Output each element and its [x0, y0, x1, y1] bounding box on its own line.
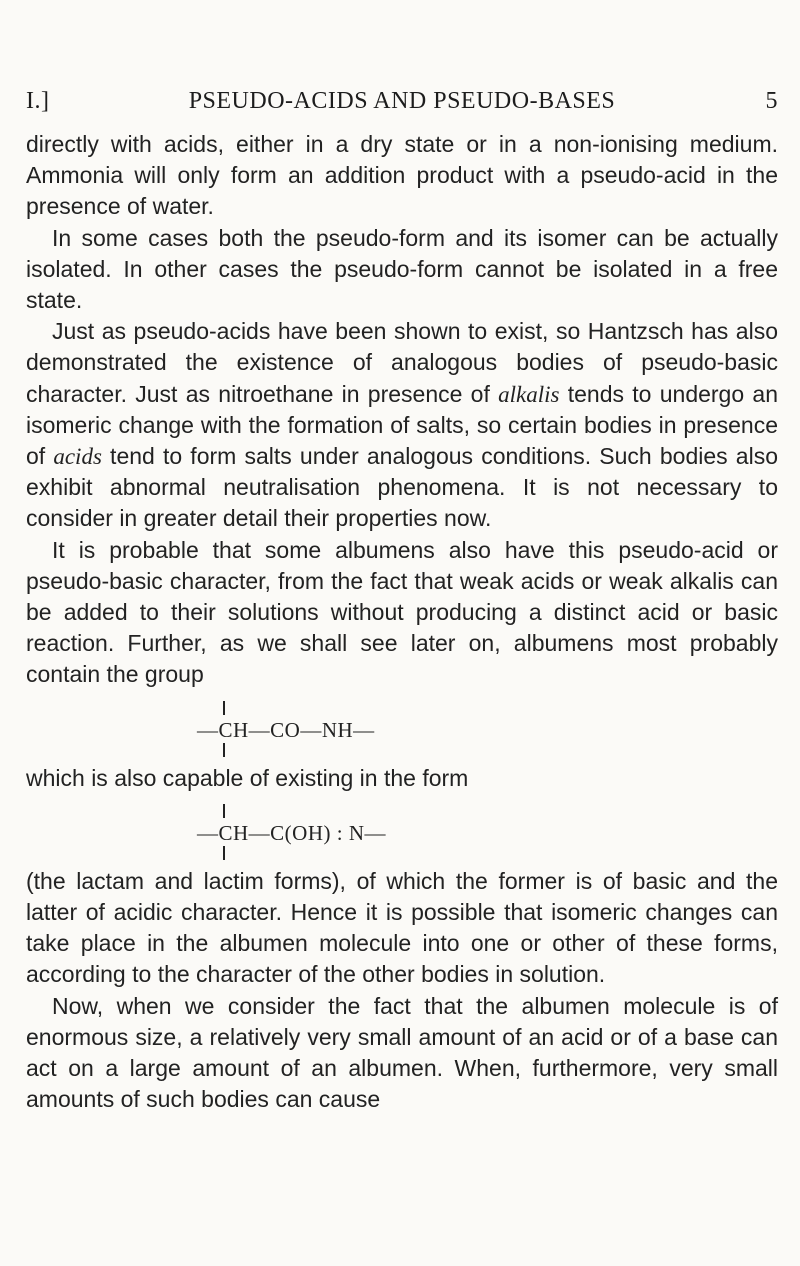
bond-line-up: [223, 804, 225, 818]
running-title: PSEUDO-ACIDS AND PSEUDO-BASES: [188, 88, 616, 114]
formula-lactim-text: —CH—C(OH) : N—: [197, 820, 386, 845]
bond-line-down: [223, 743, 225, 757]
paragraph-molecule-size: Now, when we consider the fact that the albumen molecule is of enormous size, a relatively very small amount of an acid or of a base can act on a large amount of an albumen. When, furthermore, very small amounts of such bodies can cause: [26, 992, 778, 1113]
bond-line-down: [223, 846, 225, 860]
formula-lactim: [26, 798, 778, 864]
bond-line-up: [223, 701, 225, 715]
paragraph-form-intro: which is also capable of existing in the form: [26, 764, 469, 791]
body-text: [26, 129, 778, 1115]
paragraph-albumens: It is probable that some albumens also have this pseudo-acid or pseudo-basic character, from the fact that weak acids or weak alkalis can be added to their solutions without producing a distinct acid or basic reaction. Further, as we shall see later on, albumens most probably contain the group: [26, 536, 778, 688]
text-run: tends to undergo an isomeric change with the formation of salts, so certain bodies in presence of: [26, 380, 778, 470]
paragraph-pseudo-bases: [26, 316, 778, 534]
page-number: 5: [765, 88, 778, 114]
paragraph-isolation: In some cases both the pseudo-form and its isomer can be actually isolated. In other cases the pseudo-form cannot be isolated in a free state.: [26, 224, 778, 314]
paragraph-lactam-lactim: (the lactam and lactim forms), of which the former is of basic and the latter of acidic character. Hence it is possible that isomeric changes can take place in the albumen molecule into one or other of these forms, according to the character of the other bodies in solution.: [26, 867, 778, 988]
formula-lactam: [26, 695, 778, 761]
emphasis-acids: acids: [53, 444, 102, 470]
paragraph-continuation: directly with acids, either in a dry state or in a non-ionising medium. Ammonia will only form an addition product with a pseudo-acid in the presence of water.: [26, 131, 778, 220]
text-run: tend to form salts under analogous conditions. Such bodies also exhibit abnormal neutralisation phenomena. It is not necessary to consider in greater detail their properties now.: [26, 443, 778, 532]
emphasis-alkalis: alkalis: [498, 381, 560, 407]
text-run: Just as pseudo-acids have been shown to exist, so Hantzsch has also demonstrated the existence of analogous bodies of pseudo-basic character. Just as nitroethane in presence of: [26, 318, 778, 407]
formula-lactam-text: —CH—CO—NH—: [197, 717, 375, 742]
chapter-number: I.]: [26, 88, 50, 114]
